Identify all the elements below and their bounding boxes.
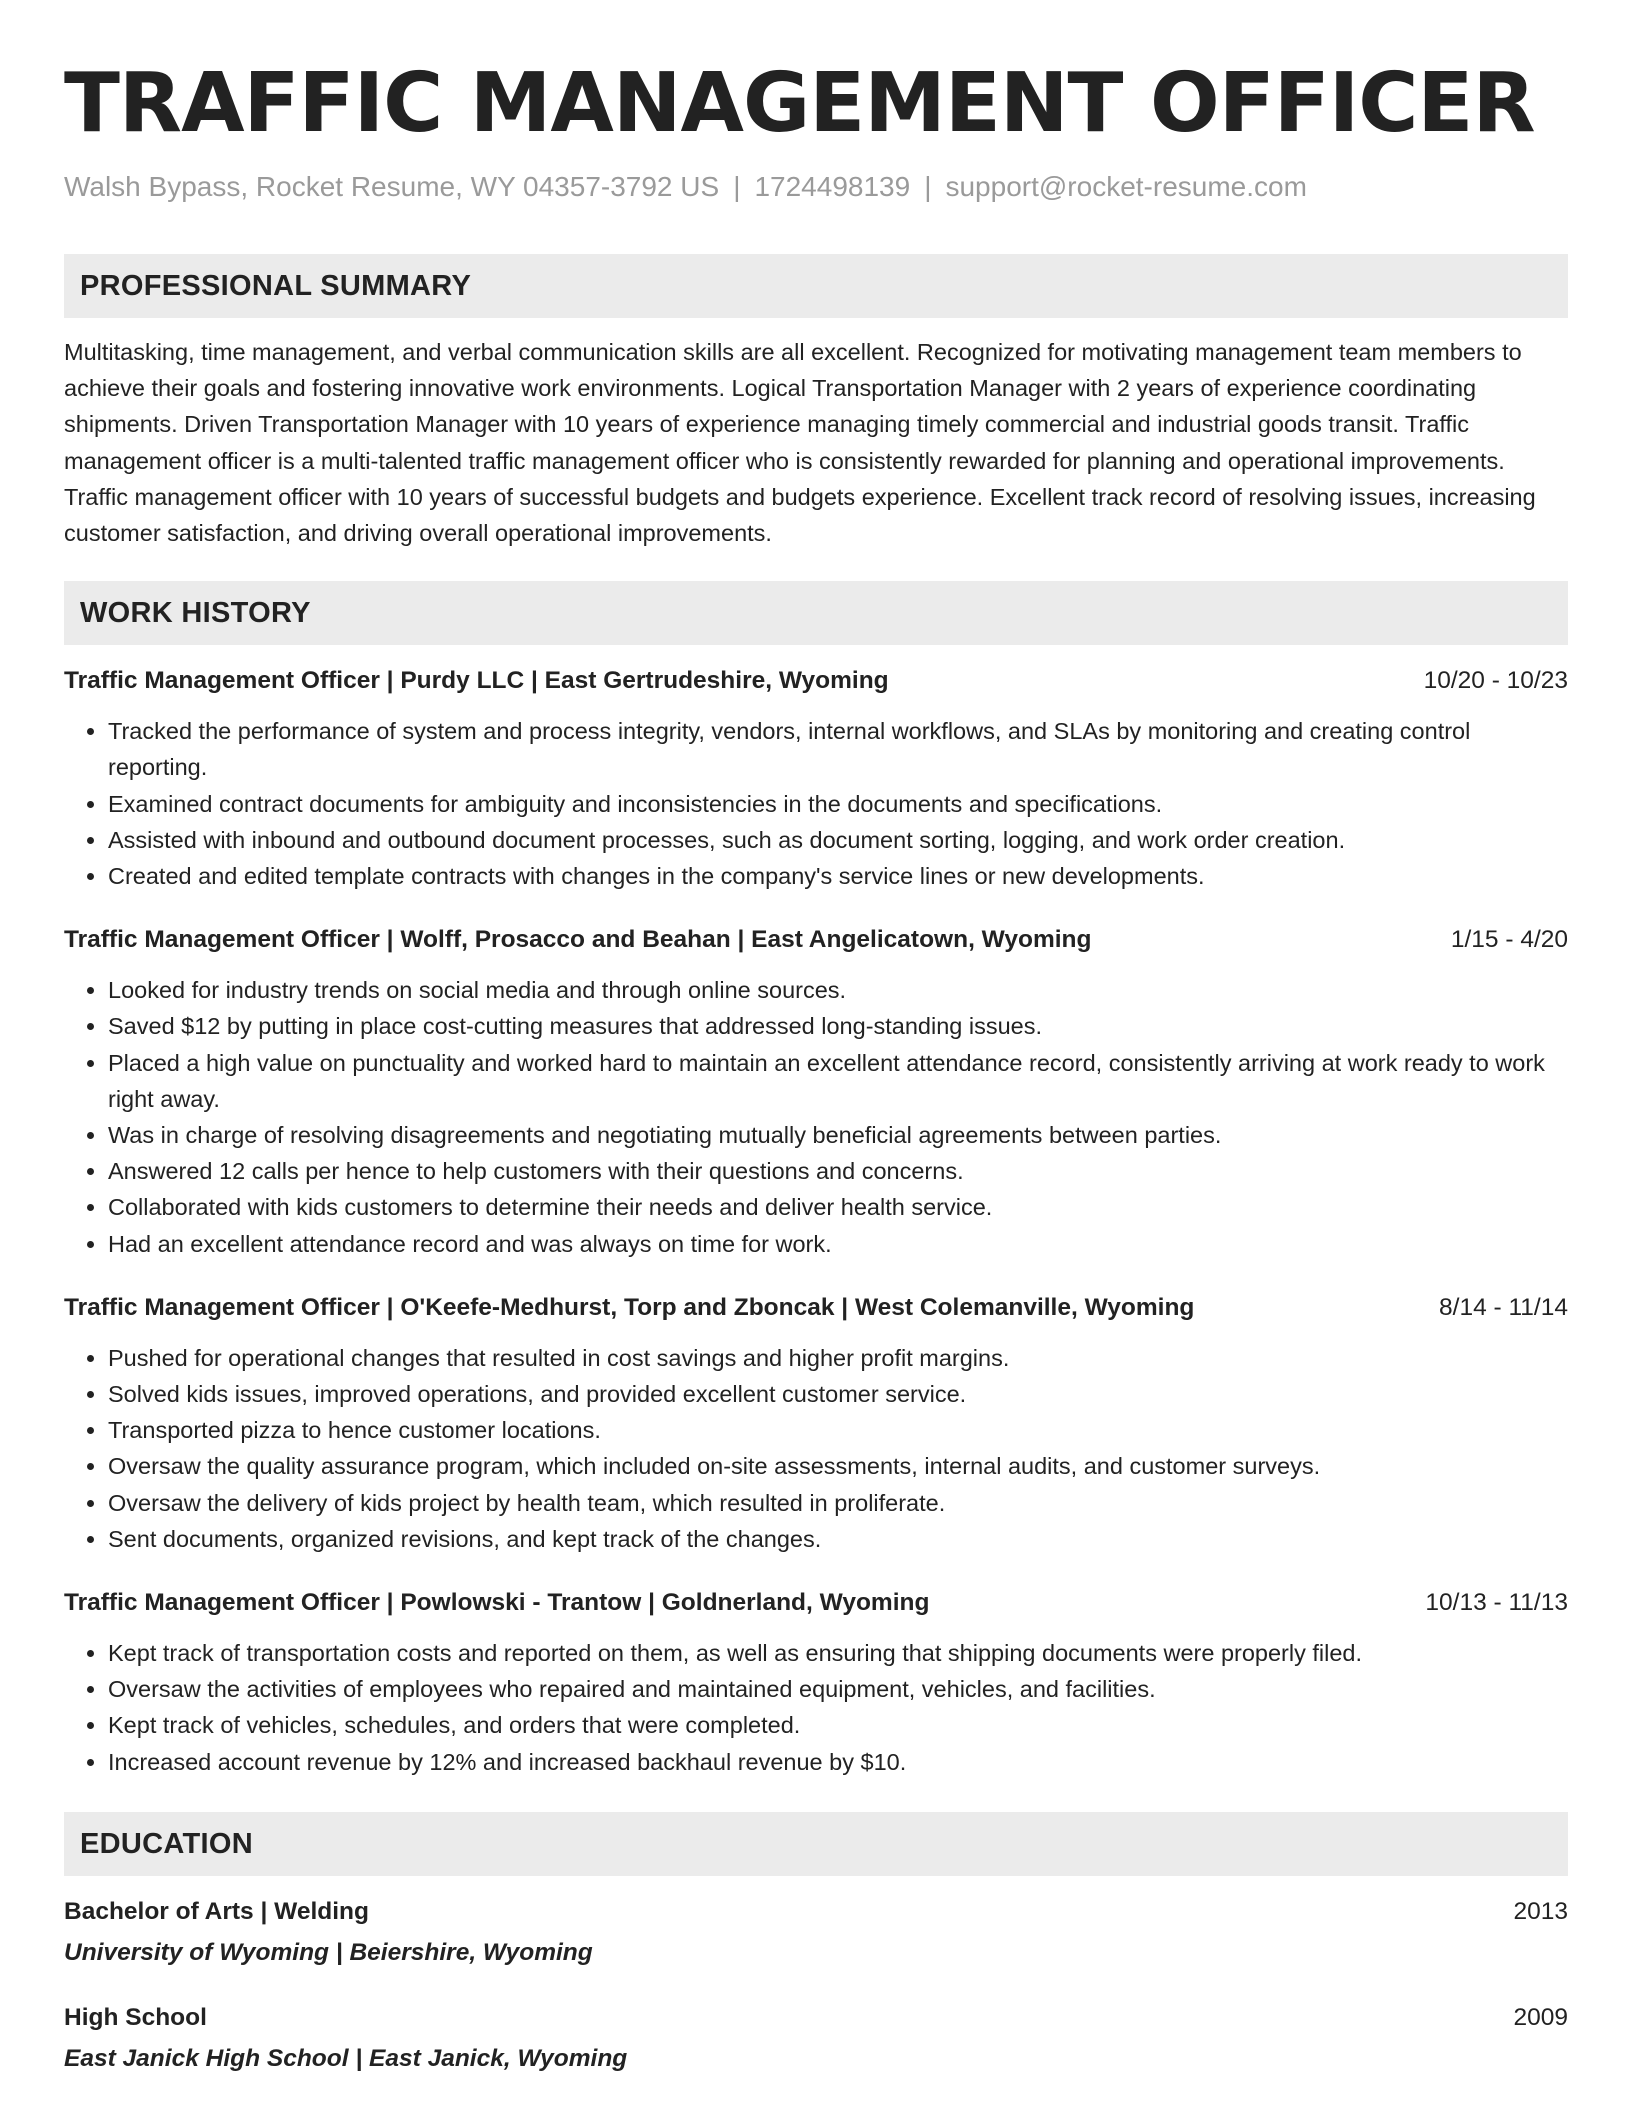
candidate-name: TRAFFIC MANAGEMENT OFFICER: [64, 56, 1535, 151]
summary-text: Multitasking, time management, and verbal communication skills are all excellent. Recognized for motivating management team members to achieve their goals and fostering innovative work environments. Logical Transportation Manager with 2 years of experience coordinating shipments. Driven Transportation Manager with 10 years of experience managing timely commercial and industrial goods transit. Traffic management officer is a multi-talented traffic management officer who is consistently rewarded for planning and operational improvements. Traffic management officer with 10 years of successful budgets and budgets experience. Excellent track record of resolving issues, increasing customer satisfaction, and driving overall operational improvements.: [64, 339, 1536, 547]
job-header: [64, 663, 1568, 699]
section-heading-education: EDUCATION: [64, 1812, 1568, 1876]
job-bullet: • Answered 12 calls per hence to help customers with their questions and concerns.: [108, 1153, 1568, 1189]
job-bullet: • Assisted with inbound and outbound document processes, such as document sorting, logging, and work order creation.: [108, 822, 1568, 858]
contact-address: Walsh Bypass, Rocket Resume, WY 04357-3792 US: [64, 171, 720, 202]
education-year: 2009: [1513, 2003, 1568, 2031]
job-header: [64, 922, 1568, 958]
education-header: [64, 1894, 1568, 1930]
job-bullet: • Created and edited template contracts with changes in the company's service lines or new developments.: [108, 858, 1568, 894]
job-header: [64, 1290, 1568, 1326]
section-heading-summary: PROFESSIONAL SUMMARY: [64, 254, 1568, 318]
job-bullet: • Kept track of vehicles, schedules, and orders that were completed.: [108, 1707, 1568, 1743]
job-bullet: • Oversaw the activities of employees who repaired and maintained equipment, vehicles, and facilities.: [108, 1671, 1568, 1707]
job-entry: [64, 1290, 1568, 1557]
education-degree: Bachelor of Arts | Welding: [64, 1897, 369, 1925]
job-bullet: • Was in charge of resolving disagreements and negotiating mutually beneficial agreements between parties.: [108, 1117, 1568, 1153]
job-entry: [64, 922, 1568, 1262]
job-bullet: • Oversaw the quality assurance program, which included on-site assessments, internal audits, and customer surveys.: [108, 1448, 1568, 1484]
education-degree: High School: [64, 2003, 207, 2031]
contact-email: support@rocket-resume.com: [945, 171, 1307, 202]
job-title: Traffic Management Officer | O'Keefe-Medhurst, Torp and Zboncak | West Colemanville, Wyoming: [64, 1293, 1195, 1321]
job-header: [64, 1585, 1568, 1621]
education-entry: [64, 1894, 1568, 1972]
job-bullet: • Solved kids issues, improved operations, and provided excellent customer service.: [108, 1376, 1568, 1412]
job-bullet: • Tracked the performance of system and process integrity, vendors, internal workflows, and SLAs by monitoring and creating control reporting.: [108, 713, 1568, 785]
job-bullet: • Sent documents, organized revisions, and kept track of the changes.: [108, 1521, 1568, 1557]
job-bullet: • Kept track of transportation costs and reported on them, as well as ensuring that shipping documents were properly filed.: [108, 1635, 1568, 1671]
job-title: Traffic Management Officer | Powlowski - Trantow | Goldnerland, Wyoming: [64, 1589, 930, 1617]
job-bullet: • Looked for industry trends on social media and through online sources.: [108, 972, 1568, 1008]
job-dates: 10/20 - 10/23: [1423, 667, 1568, 695]
job-bullet: • Placed a high value on punctuality and worked hard to maintain an excellent attendance record, consistently arriving at work ready to work right away.: [108, 1045, 1568, 1117]
job-dates: 1/15 - 4/20: [1450, 926, 1568, 954]
job-bullet: • Had an excellent attendance record and was always on time for work.: [108, 1226, 1568, 1262]
job-bullet: • Transported pizza to hence customer locations.: [108, 1412, 1568, 1448]
education-header: [64, 2000, 1568, 2036]
section-heading-work-history: WORK HISTORY: [64, 581, 1568, 645]
job-dates: 8/14 - 11/14: [1439, 1293, 1568, 1321]
contact-line: [64, 168, 1568, 206]
job-bullet: • Saved $12 by putting in place cost-cutting measures that addressed long-standing issues.: [108, 1008, 1568, 1044]
job-title: Traffic Management Officer | Purdy LLC | East Gertrudeshire, Wyoming: [64, 667, 889, 695]
education-school: East Janick High School | East Janick, Wyoming: [64, 2044, 628, 2072]
job-bullets: [64, 713, 1568, 894]
contact-separator: |: [924, 171, 932, 202]
job-entry: [64, 663, 1568, 894]
education-entry: [64, 2000, 1568, 2078]
job-bullets: [64, 1340, 1568, 1557]
job-bullet: • Pushed for operational changes that resulted in cost savings and higher profit margins.: [108, 1340, 1568, 1376]
education-year: 2013: [1513, 1897, 1568, 1925]
job-bullet: • Examined contract documents for ambiguity and inconsistencies in the documents and specifications.: [108, 786, 1568, 822]
job-bullet: • Collaborated with kids customers to determine their needs and deliver health service.: [108, 1189, 1568, 1225]
job-bullet: • Oversaw the delivery of kids project by health team, which resulted in proliferate.: [108, 1485, 1568, 1521]
contact-phone: 1724498139: [754, 171, 911, 202]
job-dates: 10/13 - 11/13: [1425, 1589, 1568, 1617]
contact-separator: |: [733, 171, 741, 202]
job-bullets: [64, 1635, 1568, 1780]
job-bullet: • Increased account revenue by 12% and increased backhaul revenue by $10.: [108, 1744, 1568, 1780]
job-entry: [64, 1585, 1568, 1780]
education-school: University of Wyoming | Beiershire, Wyoming: [64, 1938, 593, 1966]
job-bullets: [64, 972, 1568, 1262]
job-title: Traffic Management Officer | Wolff, Prosacco and Beahan | East Angelicatown, Wyoming: [64, 926, 1092, 954]
